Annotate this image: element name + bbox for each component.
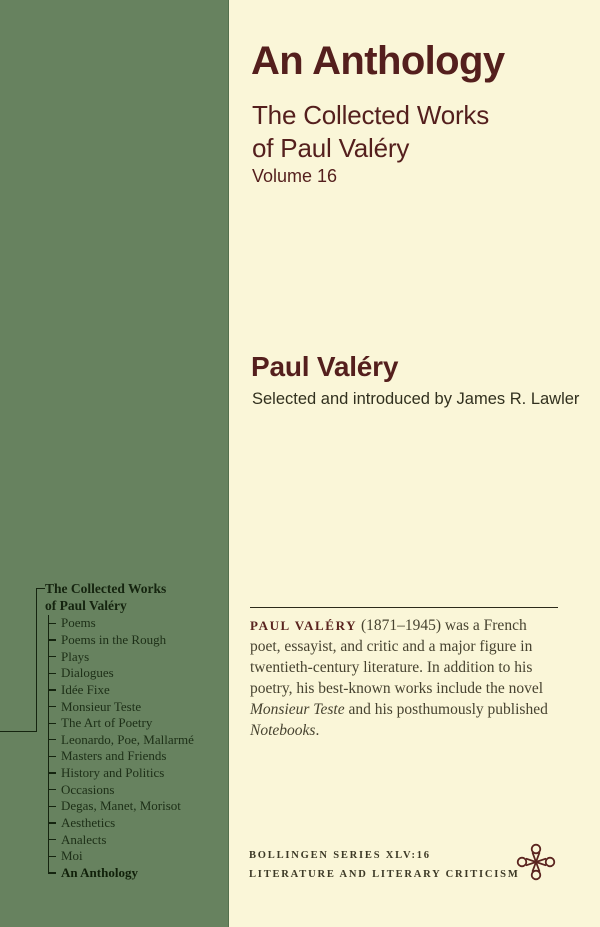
- toc-item-label: Poems in the Rough: [61, 631, 167, 647]
- toc-item: [48, 815, 194, 832]
- bio-author-smallcaps: PAUL VALÉRY: [250, 618, 358, 633]
- toc-item: [48, 848, 194, 865]
- toc-item-tick: [48, 856, 56, 857]
- toc-item-tick: [48, 839, 56, 840]
- toc-item: [48, 615, 194, 632]
- bio-text-1: (1871–1945) was a French poet, essayist, and critic and a major figure in twentieth-century literature. In addition to his poetry, his best-known works include the novel: [250, 617, 544, 697]
- cover-subtitle-line1: The Collected Works: [252, 100, 490, 130]
- toc-item-tick: [48, 706, 56, 707]
- toc-item-tick: [48, 822, 56, 823]
- toc-item-label: The Art of Poetry: [61, 715, 153, 731]
- toc-item: [48, 665, 194, 682]
- cover-title: An Anthology: [251, 39, 505, 83]
- toc-item: [48, 731, 194, 748]
- toc-item-label: An Anthology: [61, 864, 138, 880]
- toc-item-label: Masters and Friends: [61, 748, 167, 764]
- toc-item-tick: [48, 756, 56, 757]
- toc-item: [48, 865, 194, 882]
- toc-item: [48, 698, 194, 715]
- toc-item-label: Plays: [61, 648, 90, 664]
- toc-bracket-spine-line: [0, 731, 37, 732]
- toc-item-tick: [48, 656, 56, 657]
- toc-item-tick: [48, 772, 56, 773]
- toc-item-tick: [48, 789, 56, 790]
- toc-item-tick: [48, 673, 56, 674]
- toc-item-label: Analects: [61, 831, 107, 847]
- toc-item: [48, 648, 194, 665]
- toc-item-tick: [48, 623, 56, 624]
- bio-text-2: and his posthumously published: [344, 701, 548, 718]
- cover-volume: Volume 16: [252, 166, 338, 186]
- toc-bracket-vertical-line: [36, 588, 37, 732]
- category-line: LITERATURE AND LITERARY CRITICISM: [249, 868, 520, 880]
- toc-item-label: Dialogues: [61, 665, 114, 681]
- toc-list: [48, 615, 194, 881]
- toc-item-label: History and Politics: [61, 765, 165, 781]
- toc-item-label: Occasions: [61, 781, 115, 797]
- toc-item: [48, 632, 194, 649]
- bollingen-knot-icon: [513, 841, 559, 883]
- toc-item-label: Idée Fixe: [61, 681, 110, 697]
- toc-item: [48, 682, 194, 699]
- toc-item-label: Aesthetics: [61, 815, 116, 830]
- bio-italic-title-1: Monsieur Teste: [250, 701, 345, 718]
- toc-item-label: Degas, Manet, Morisot: [61, 798, 181, 814]
- toc-item-tick: [48, 689, 56, 690]
- bio-italic-title-2: Notebooks: [250, 722, 316, 739]
- toc-item-label: Monsieur Teste: [61, 698, 142, 714]
- toc-item-label: Moi: [61, 848, 83, 864]
- toc-item-tick: [48, 739, 56, 740]
- cover-subtitle: [252, 99, 489, 165]
- toc-item-tick: [48, 806, 56, 807]
- series-imprint: [249, 847, 520, 884]
- toc-item-tick: [48, 872, 56, 873]
- toc-item-label: Poems: [61, 615, 96, 631]
- toc-item: [48, 781, 194, 798]
- toc-item-tick: [48, 639, 56, 640]
- bio-paragraph: [250, 607, 558, 741]
- toc-item: [48, 748, 194, 765]
- toc-item-label: Leonardo, Poe, Mallarmé: [61, 731, 194, 747]
- toc-bracket-tick: [36, 588, 45, 589]
- toc-item-tick: [48, 723, 56, 724]
- toc-header-line2: of Paul Valéry: [45, 597, 127, 613]
- bio-text-3: .: [315, 722, 320, 739]
- toc-item: [48, 798, 194, 815]
- toc-header: [45, 581, 166, 614]
- toc-item: [48, 831, 194, 848]
- cover-subtitle-line2: of Paul Valéry: [252, 133, 410, 163]
- toc-item: [48, 715, 194, 732]
- author-byline: Selected and introduced by James R. Lawler: [252, 390, 580, 408]
- series-line: BOLLINGEN SERIES XLV:16: [249, 850, 431, 861]
- author-name: Paul Valéry: [251, 351, 399, 382]
- toc-header-line1: The Collected Works: [45, 581, 167, 596]
- toc-item: [48, 765, 194, 782]
